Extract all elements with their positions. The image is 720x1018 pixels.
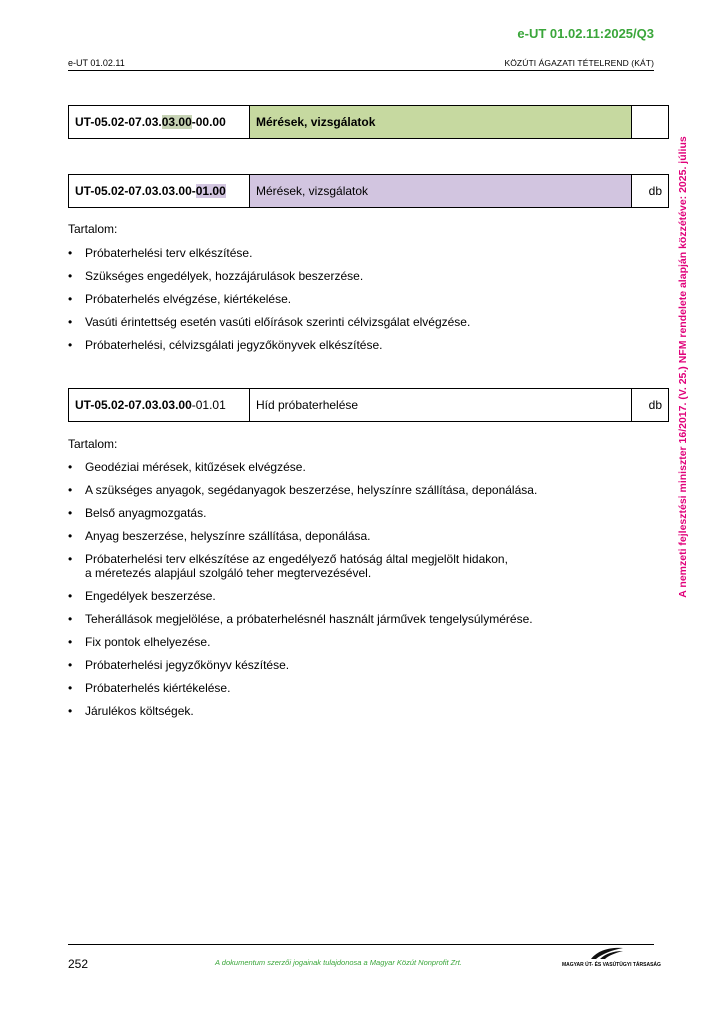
logo-text: MAGYAR ÚT- ÉS VASÚTÜGYI TÁRSASÁG <box>562 962 661 968</box>
bullet-icon: • <box>68 292 73 306</box>
item-name: Mérések, vizsgálatok <box>250 106 632 139</box>
bullet-icon: • <box>68 681 73 695</box>
item-unit <box>632 106 669 139</box>
list-item: • Vasúti érintettség esetén vasúti előírások szerinti célvizsgálat elvégzése. <box>68 315 471 329</box>
list-item: • Próbaterhelés kiértékelése. <box>68 681 231 695</box>
bullet-icon: • <box>68 529 73 543</box>
list-item: • Teherállások megjelölése, a próbaterhelésnél használt járművek tengelysúlymérése. <box>68 612 533 626</box>
content-label: Tartalom: <box>68 222 118 236</box>
bullet-icon: • <box>68 552 73 566</box>
item-code: UT-05.02-07.03.03.00-00.00 <box>69 106 250 139</box>
road-swoosh-icon <box>590 946 624 960</box>
list-item: • Próbaterhelési terv elkészítése. <box>68 246 253 260</box>
item-unit: db <box>632 389 669 422</box>
item-name: Mérések, vizsgálatok <box>250 175 632 208</box>
footer-rule <box>68 944 654 945</box>
list-item: • Szükséges engedélyek, hozzájárulások beszerzése. <box>68 269 364 283</box>
bullet-icon: • <box>68 246 73 260</box>
list-item: • Anyag beszerzése, helyszínre szállítása, deponálása. <box>68 529 371 543</box>
list-item: • Belső anyagmozgatás. <box>68 506 207 520</box>
list-item: • Próbaterhelési terv elkészítése az engedélyező hatóság által megjelölt hidakon, a méretezés alapjául szolgáló teher megtervezésével. <box>68 552 508 580</box>
side-note-text: A nemzeti fejlesztési miniszter 16/2017. (V. 25.) NFM rendelete alapján közzétéve: 2025. július <box>677 136 689 598</box>
content-list <box>68 460 537 727</box>
document-code: e-UT 01.02.11:2025/Q3 <box>517 26 654 41</box>
bullet-icon: • <box>68 269 73 283</box>
header-left: e-UT 01.02.11 <box>68 58 125 68</box>
list-item: • Próbaterhelési, célvizsgálati jegyzőkönyvek elkészítése. <box>68 338 383 352</box>
list-item: • Geodéziai mérések, kitűzések elvégzése. <box>68 460 306 474</box>
item-name: Híd próbaterhelése <box>250 389 632 422</box>
item-code: UT-05.02-07.03.03.00-01.00 <box>69 175 250 208</box>
header-rule <box>68 70 654 71</box>
bullet-icon: • <box>68 704 73 718</box>
bullet-icon: • <box>68 635 73 649</box>
page-number: 252 <box>68 957 89 971</box>
list-item: • Próbaterhelési jegyzőkönyv készítése. <box>68 658 290 672</box>
item-code: UT-05.02-07.03.03.00-01.01 <box>69 389 250 422</box>
bullet-icon: • <box>68 483 73 497</box>
item-table-bridge <box>68 388 669 422</box>
company-logo <box>562 946 661 972</box>
item-unit: db <box>632 175 669 208</box>
bullet-icon: • <box>68 338 73 352</box>
item-table-main <box>68 105 669 139</box>
content-list <box>68 246 470 361</box>
list-item: • Próbaterhelés elvégzése, kiértékelése. <box>68 292 292 306</box>
bullet-icon: • <box>68 315 73 329</box>
copyright-note: A dokumentum szerzői jogainak tulajdonosa a Magyar Közút Nonprofit Zrt. <box>215 958 462 967</box>
bullet-icon: • <box>68 658 73 672</box>
list-item: • A szükséges anyagok, segédanyagok beszerzése, helyszínre szállítása, deponálása. <box>68 483 538 497</box>
list-item: • Engedélyek beszerzése. <box>68 589 216 603</box>
bullet-icon: • <box>68 460 73 474</box>
bullet-icon: • <box>68 506 73 520</box>
bullet-icon: • <box>68 612 73 626</box>
list-item: • Fix pontok elhelyezése. <box>68 635 211 649</box>
header-right: KÖZÚTI ÁGAZATI TÉTELREND (KÁT) <box>504 58 654 68</box>
bullet-icon: • <box>68 589 73 603</box>
list-item: • Járulékos költségek. <box>68 704 194 718</box>
content-label: Tartalom: <box>68 437 118 451</box>
item-table-sub <box>68 174 669 208</box>
